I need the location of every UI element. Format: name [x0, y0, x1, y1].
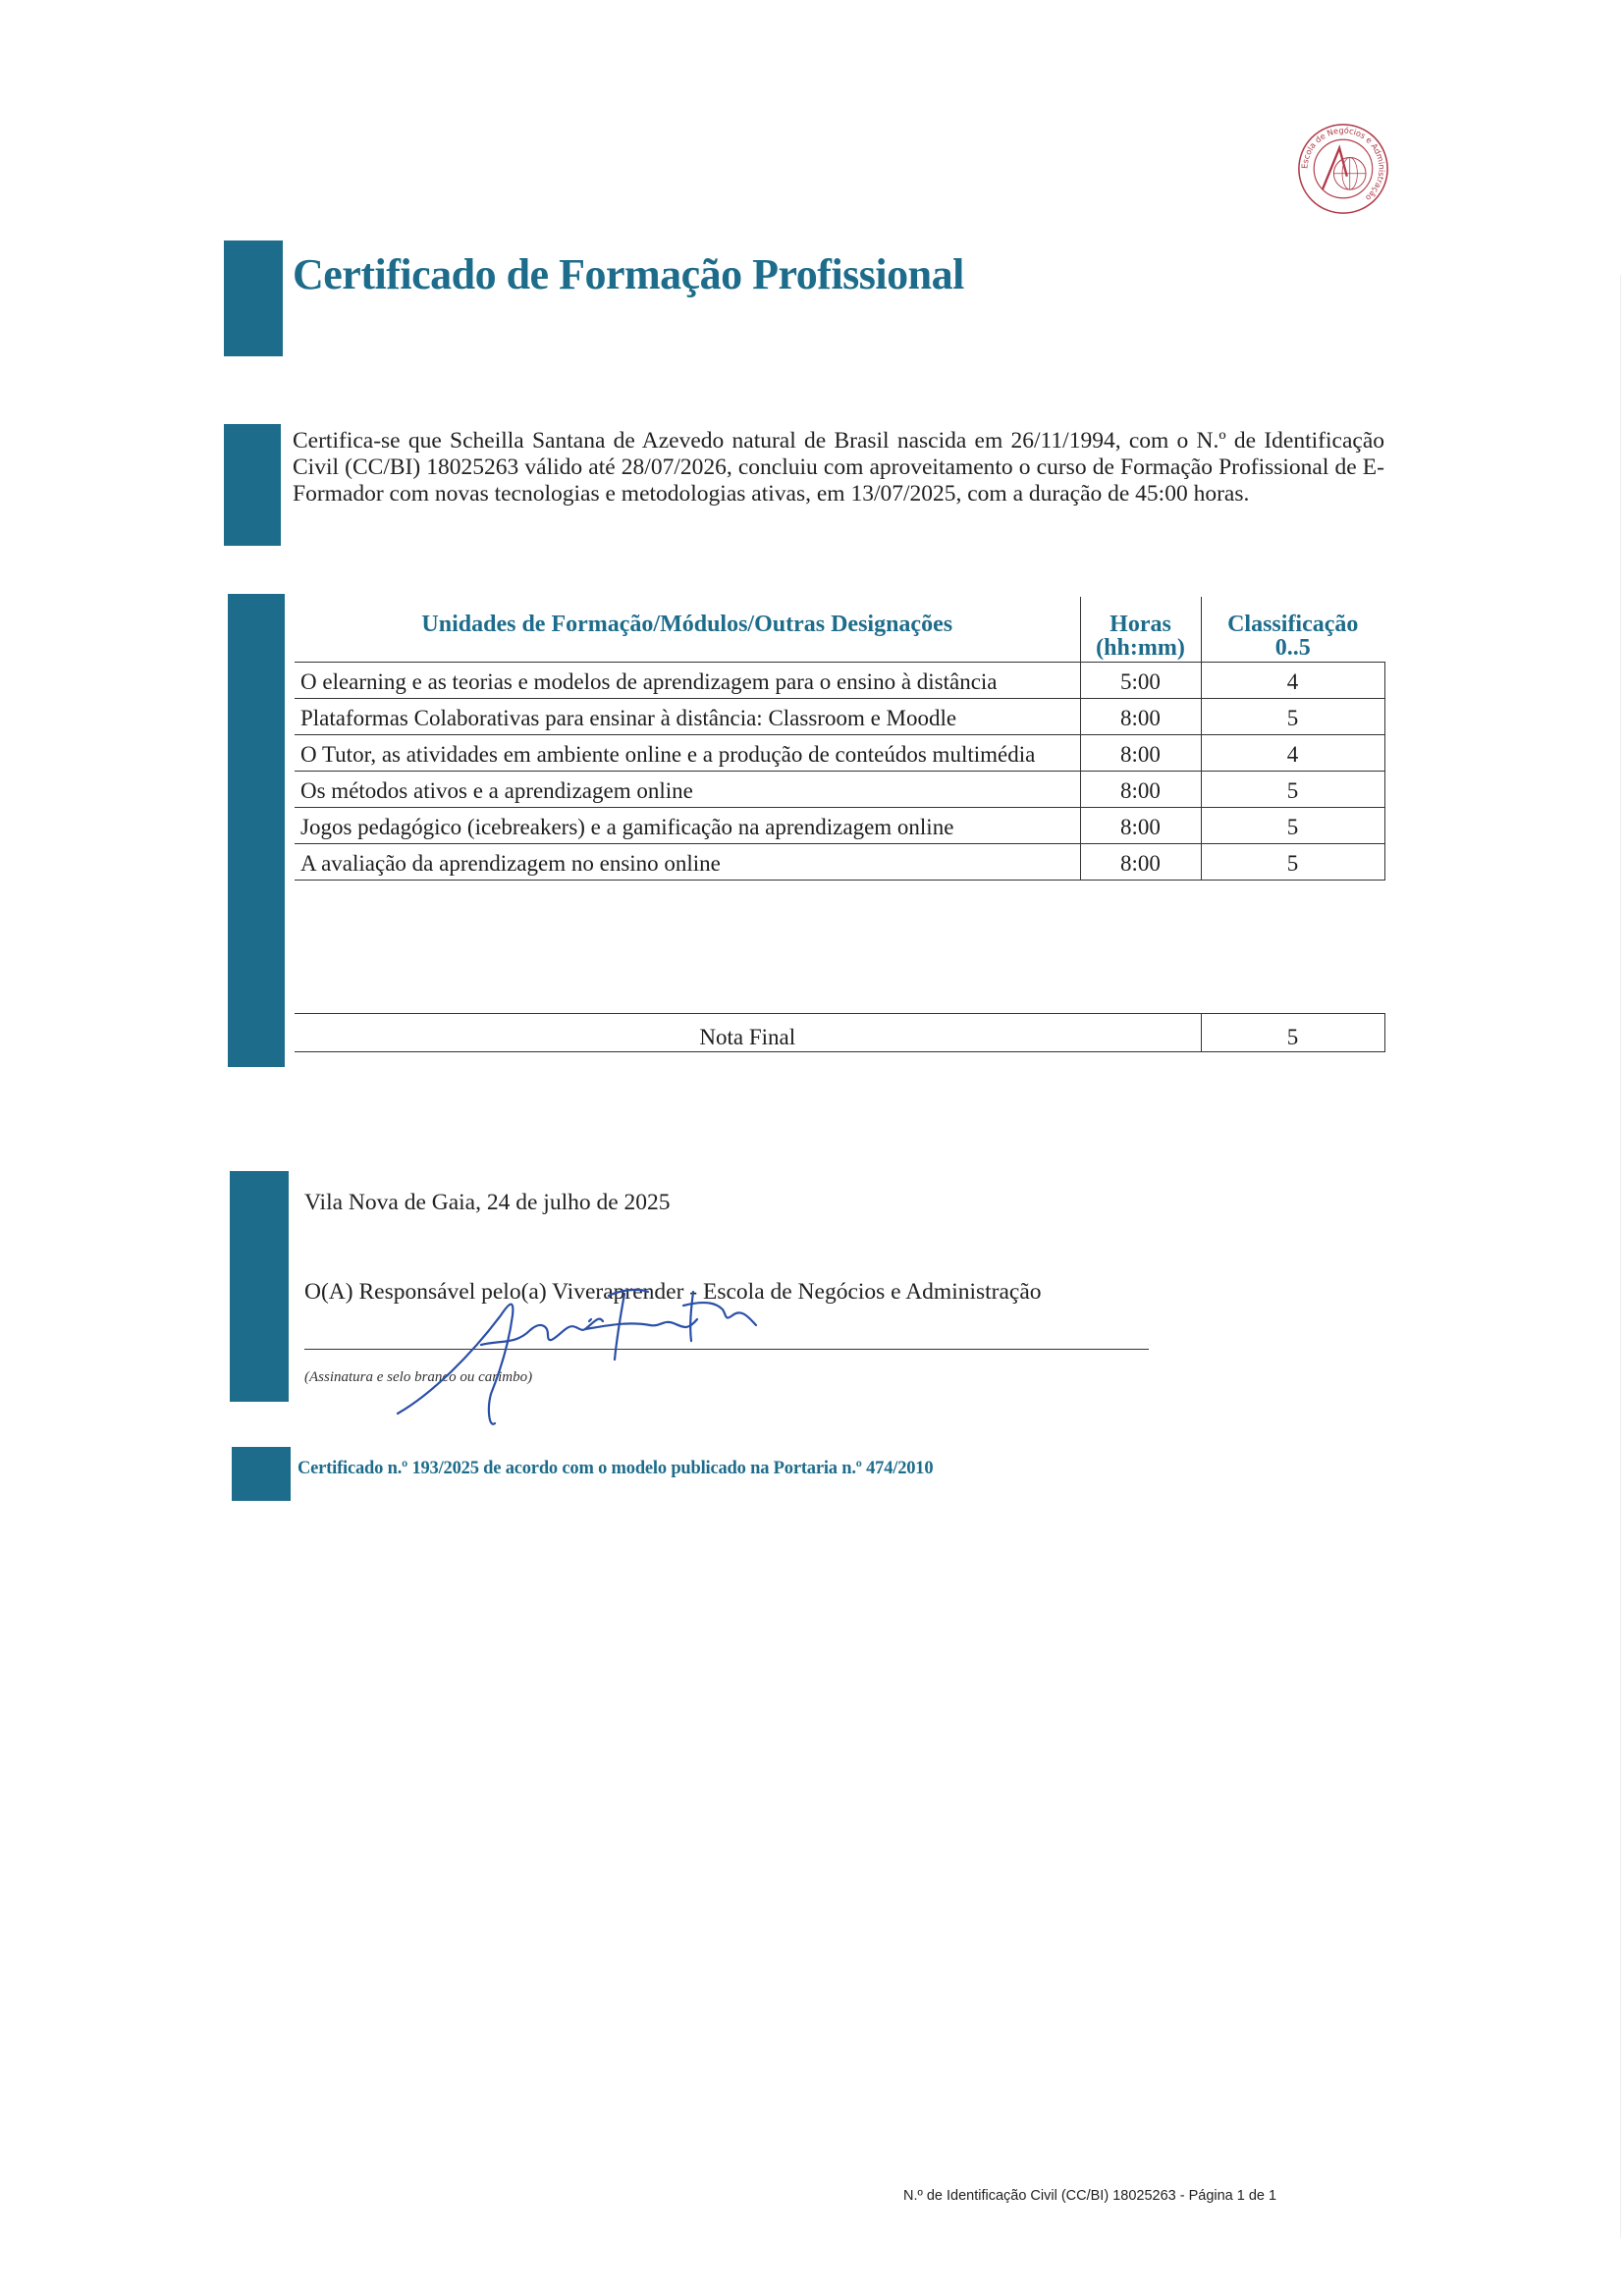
responsible-statement: O(A) Responsável pelo(a) Viveraprender - Escola de Negócios e Administração	[304, 1279, 1042, 1305]
module-hours: 8:00	[1080, 735, 1201, 772]
module-name: O Tutor, as atividades em ambiente online e a produção de conteúdos multimédia	[295, 735, 1080, 772]
table-row	[295, 844, 1384, 881]
module-grade: 5	[1201, 844, 1384, 881]
seal-text: Escola de Negócios e Administração	[1299, 125, 1387, 203]
signature-caption: (Assinatura e selo branco ou carimbo)	[304, 1369, 533, 1385]
header-hours: Horas (hh:mm)	[1080, 597, 1201, 663]
handwritten-signature	[393, 1286, 825, 1433]
module-hours: 5:00	[1080, 663, 1201, 699]
module-grade: 5	[1201, 772, 1384, 808]
modules-table	[295, 597, 1385, 881]
modules-table-header	[295, 597, 1384, 663]
final-grade-label: Nota Final	[295, 1014, 1201, 1052]
table-row	[295, 735, 1384, 772]
final-grade-table	[295, 1013, 1385, 1052]
table-row	[295, 699, 1384, 735]
header-module: Unidades de Formação/Módulos/Outras Designações	[295, 597, 1080, 663]
module-hours: 8:00	[1080, 699, 1201, 735]
module-grade: 4	[1201, 735, 1384, 772]
module-hours: 8:00	[1080, 772, 1201, 808]
final-grade-row	[295, 1014, 1384, 1052]
table-accent-bar	[228, 594, 285, 1067]
module-grade: 5	[1201, 808, 1384, 844]
table-row	[295, 808, 1384, 844]
place-and-date: Vila Nova de Gaia, 24 de julho de 2025	[304, 1190, 671, 1215]
certificate-title: Certificado de Formação Profissional	[293, 250, 964, 298]
module-grade: 4	[1201, 663, 1384, 699]
module-name: Os métodos ativos e a aprendizagem online	[295, 772, 1080, 808]
page-footer: N.º de Identificação Civil (CC/BI) 18025263 - Página 1 de 1	[903, 2188, 1277, 2204]
table-row	[295, 663, 1384, 699]
module-grade: 5	[1201, 699, 1384, 735]
module-name: Plataformas Colaborativas para ensinar à distância: Classroom e Moodle	[295, 699, 1080, 735]
module-hours: 8:00	[1080, 844, 1201, 881]
signature-accent-bar	[230, 1171, 289, 1402]
final-grade-value: 5	[1201, 1014, 1384, 1052]
title-accent-bar	[224, 240, 283, 356]
certificate-number: Certificado n.º 193/2025 de acordo com o modelo publicado na Portaria n.º 474/2010	[298, 1459, 934, 1478]
scan-edge-line	[1620, 275, 1621, 2238]
intro-accent-bar	[224, 424, 281, 546]
module-name: A avaliação da aprendizagem no ensino online	[295, 844, 1080, 881]
module-name: O elearning e as teorias e modelos de aprendizagem para o ensino à distância	[295, 663, 1080, 699]
header-grade: Classificação 0..5	[1201, 597, 1384, 663]
module-hours: 8:00	[1080, 808, 1201, 844]
certno-accent-bar	[232, 1447, 291, 1501]
module-name: Jogos pedagógico (icebreakers) e a gamificação na aprendizagem online	[295, 808, 1080, 844]
table-row	[295, 772, 1384, 808]
school-seal-logo	[1296, 122, 1390, 216]
certification-statement: Certifica-se que Scheilla Santana de Azevedo natural de Brasil nascida em 26/11/1994, com o N.º de Identificação Civil (CC/BI) 18025263 válido até 28/07/2026, concluiu com aproveitamento o curso de Formação Profissional de E-Formador com novas tecnologias e metodologias ativas, em 13/07/2025, com a duração de 45:00 horas.	[293, 428, 1384, 507]
